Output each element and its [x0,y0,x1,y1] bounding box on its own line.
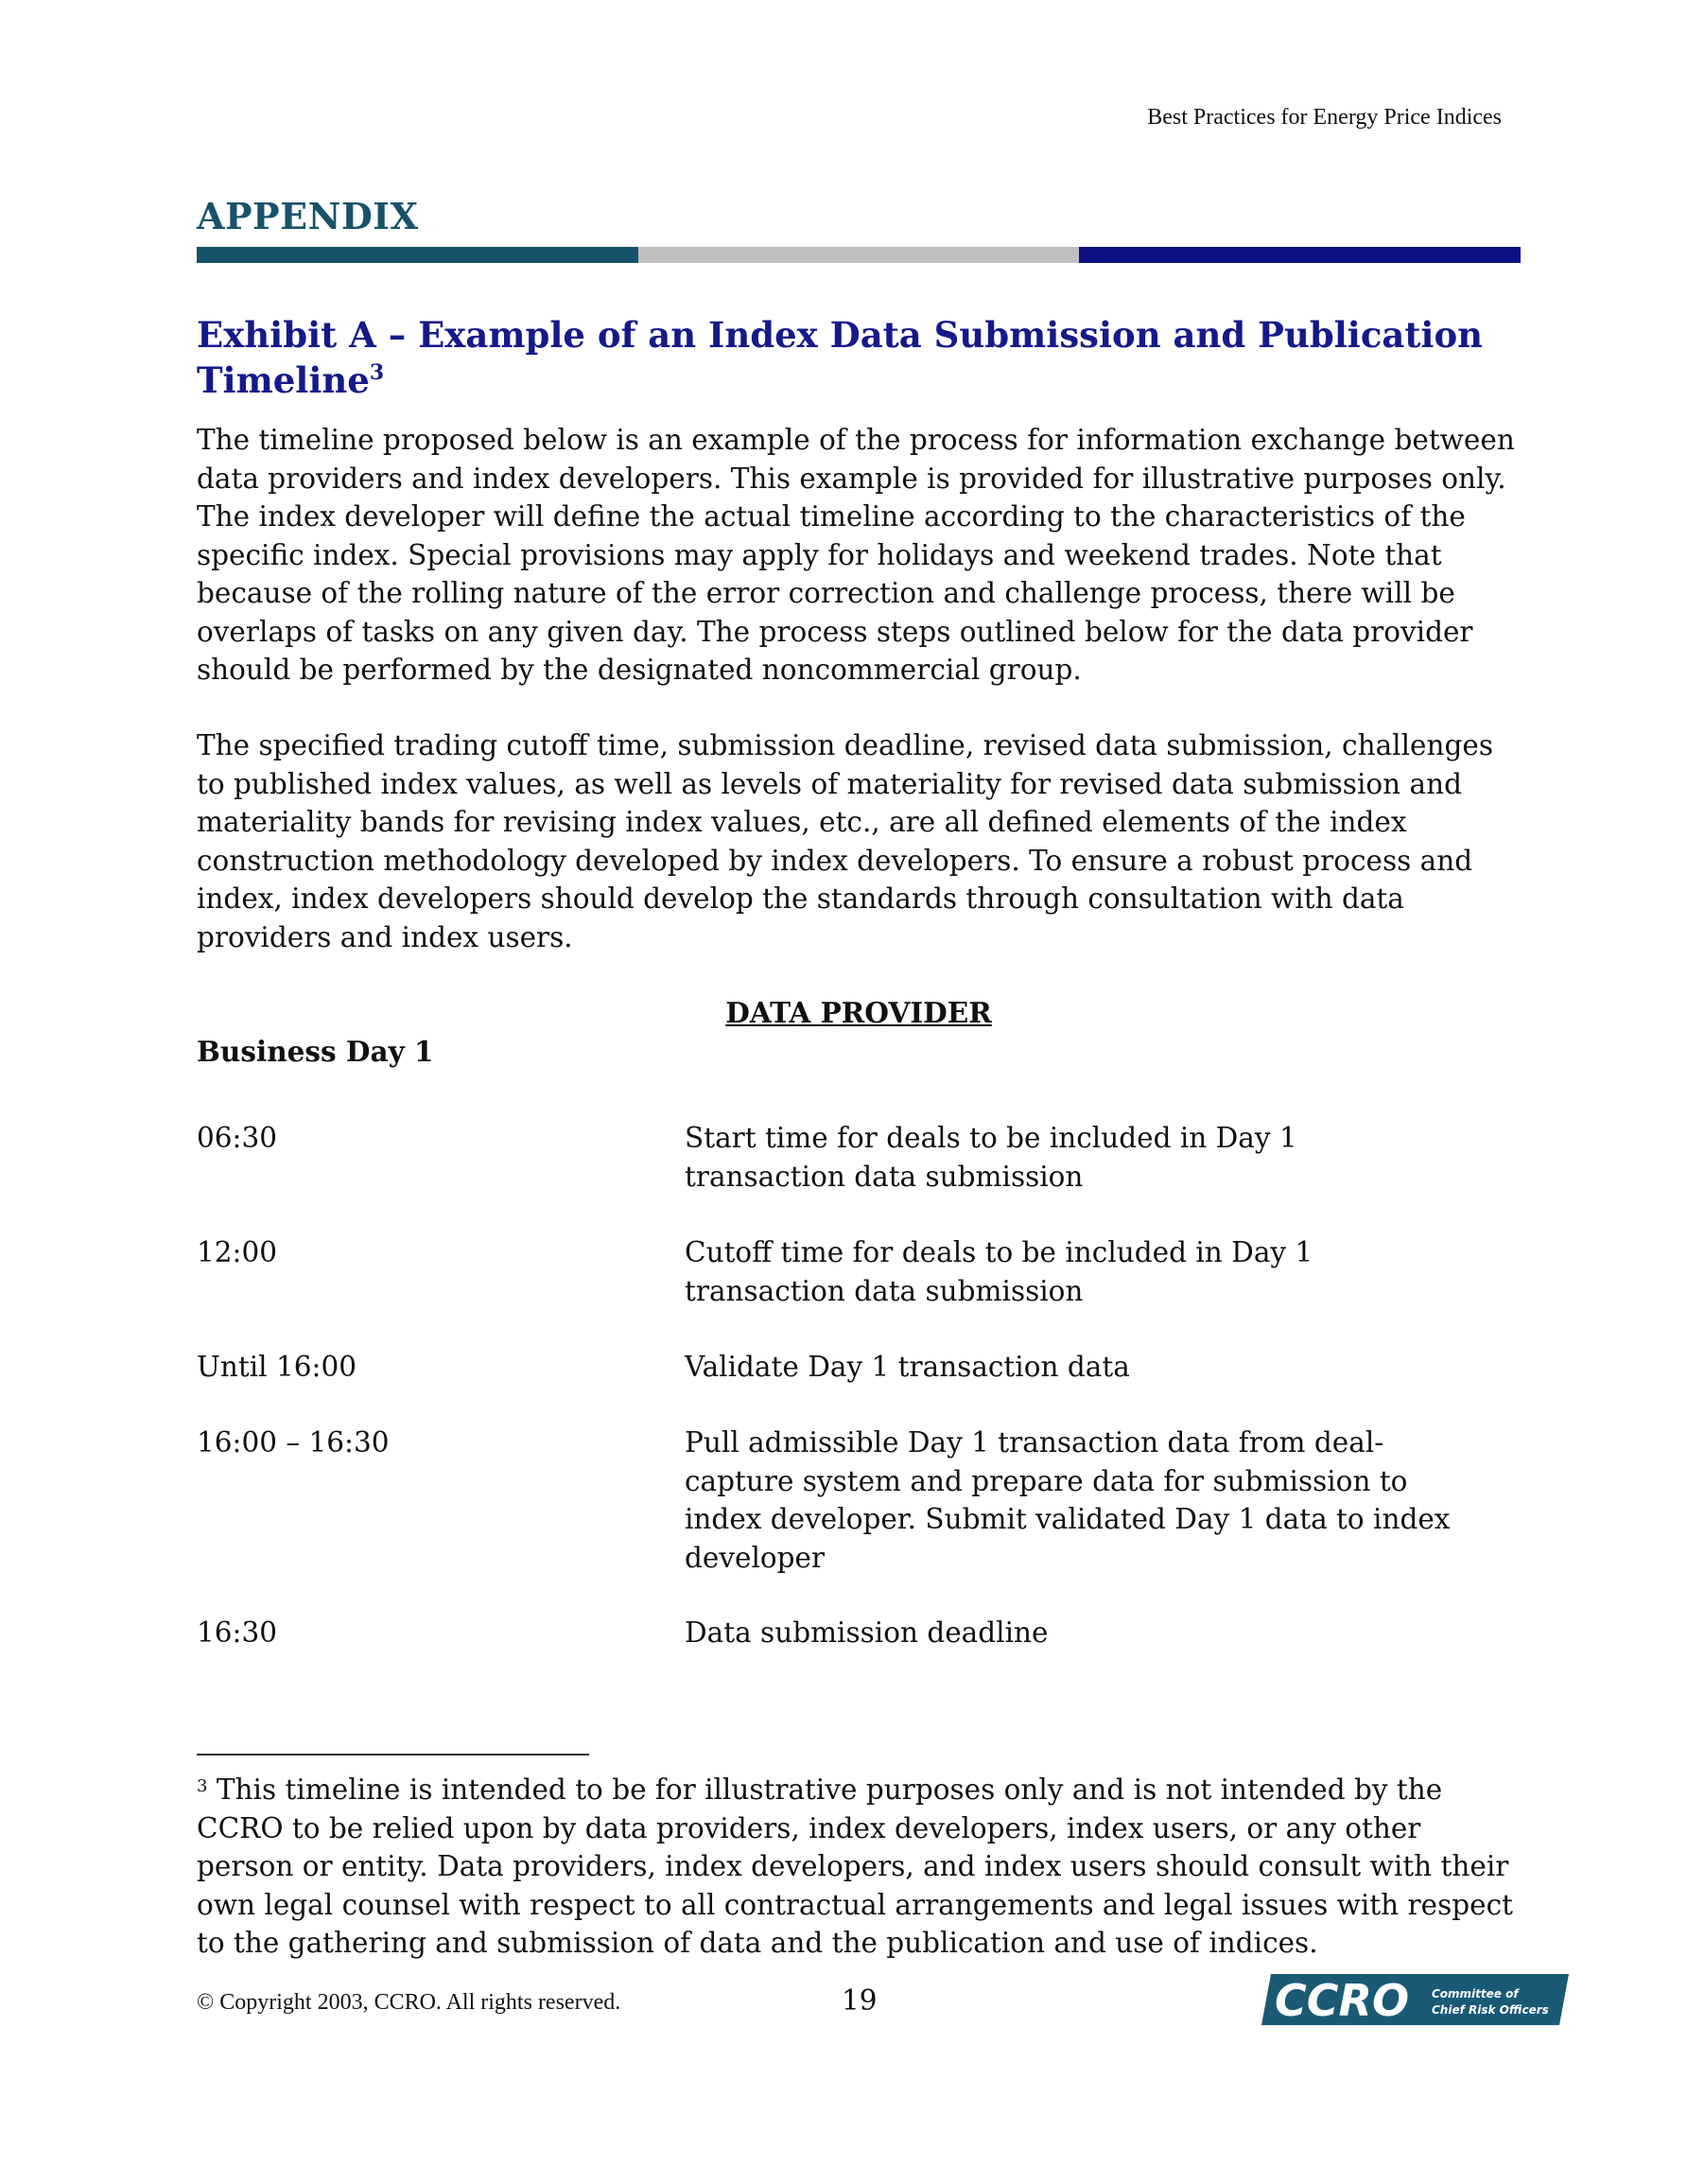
section-divider-bar [197,247,1521,263]
paragraph-text: The specified trading cutoff time, submission deadline, revised data submission, challenges to published index values, as well as levels of materiality for revised data submission and materiality bands for revising index values, etc., are all defined elements of the index construction methodology developed by index developers. To ensure a robust process and index, index developers should develop the standards through consultation with data providers and index users. [197,729,1493,953]
logo-tagline-line1: Committee of [1432,1987,1519,2001]
appendix-heading: APPENDIX [197,195,419,237]
footnote-reference[interactable]: 3 [369,360,385,385]
divider-segment-gray [638,247,1080,263]
standards-paragraph [197,726,1521,956]
business-day-label: Business Day 1 [197,1035,434,1068]
timeline-time: 16:30 [197,1616,278,1649]
timeline-description: Data submission deadline [685,1616,1049,1649]
ccro-logo [1261,1974,1569,2025]
intro-paragraph [197,421,1521,690]
footnote [197,1771,1521,1963]
data-provider-heading: DATA PROVIDER [725,996,992,1029]
timeline-time: 16:00 – 16:30 [197,1426,390,1459]
footnote-number: 3 [197,1776,208,1796]
running-header: Best Practices for Energy Price Indices [1147,105,1502,130]
timeline-description: Validate Day 1 transaction data [685,1351,1130,1383]
exhibit-title [197,312,1521,403]
page-number: 19 [842,1984,878,2017]
timeline-description: Cutoff time for deals to be included in Day 1 transaction data submission [685,1236,1313,1307]
copyright-notice: © Copyright 2003, CCRO. All rights reserved. [197,1990,621,2015]
timeline-time: 12:00 [197,1236,278,1268]
logo-tagline-line2: Chief Risk Officers [1432,2003,1549,2017]
exhibit-title-text: Exhibit A – Example of an Index Data Submission and Publication Timeline [197,314,1484,401]
timeline-description: Pull admissible Day 1 transaction data from deal-capture system and prepare data for submission to index developer. Submit validated Day 1 data to index developer [685,1426,1451,1574]
divider-segment-navy [1079,247,1521,263]
paragraph-text: The timeline proposed below is an example of the process for information exchange between data providers and index developers. This example is provided for illustrative purposes only. The index developer will define the actual timeline according to the characteristics of the specific index. Special provisions may apply for holidays and weekend trades. Note that because of the rolling nature of the error correction and challenge process, there will be overlaps of tasks on any given day. The process steps outlined below for the data provider should be performed by the designated noncommercial group. [197,424,1515,686]
footnote-text: This timeline is intended to be for illustrative purposes only and is not intended by the CCRO to be relied upon by data providers, index developers, index users, or any other person or entity. Data providers, index developers, and index users should consult with their own legal counsel with respect to all contractual arrangements and legal issues with respect to the gathering and submission of data and the publication and use of indices. [197,1773,1513,1959]
timeline-time: 06:30 [197,1122,278,1154]
timeline-time: Until 16:00 [197,1351,357,1383]
timeline-description: Start time for deals to be included in Day 1 transaction data submission [685,1122,1297,1193]
divider-segment-teal [197,247,638,263]
logo-wordmark: CCRO [1275,1975,1410,2025]
footnote-separator [197,1754,589,1756]
